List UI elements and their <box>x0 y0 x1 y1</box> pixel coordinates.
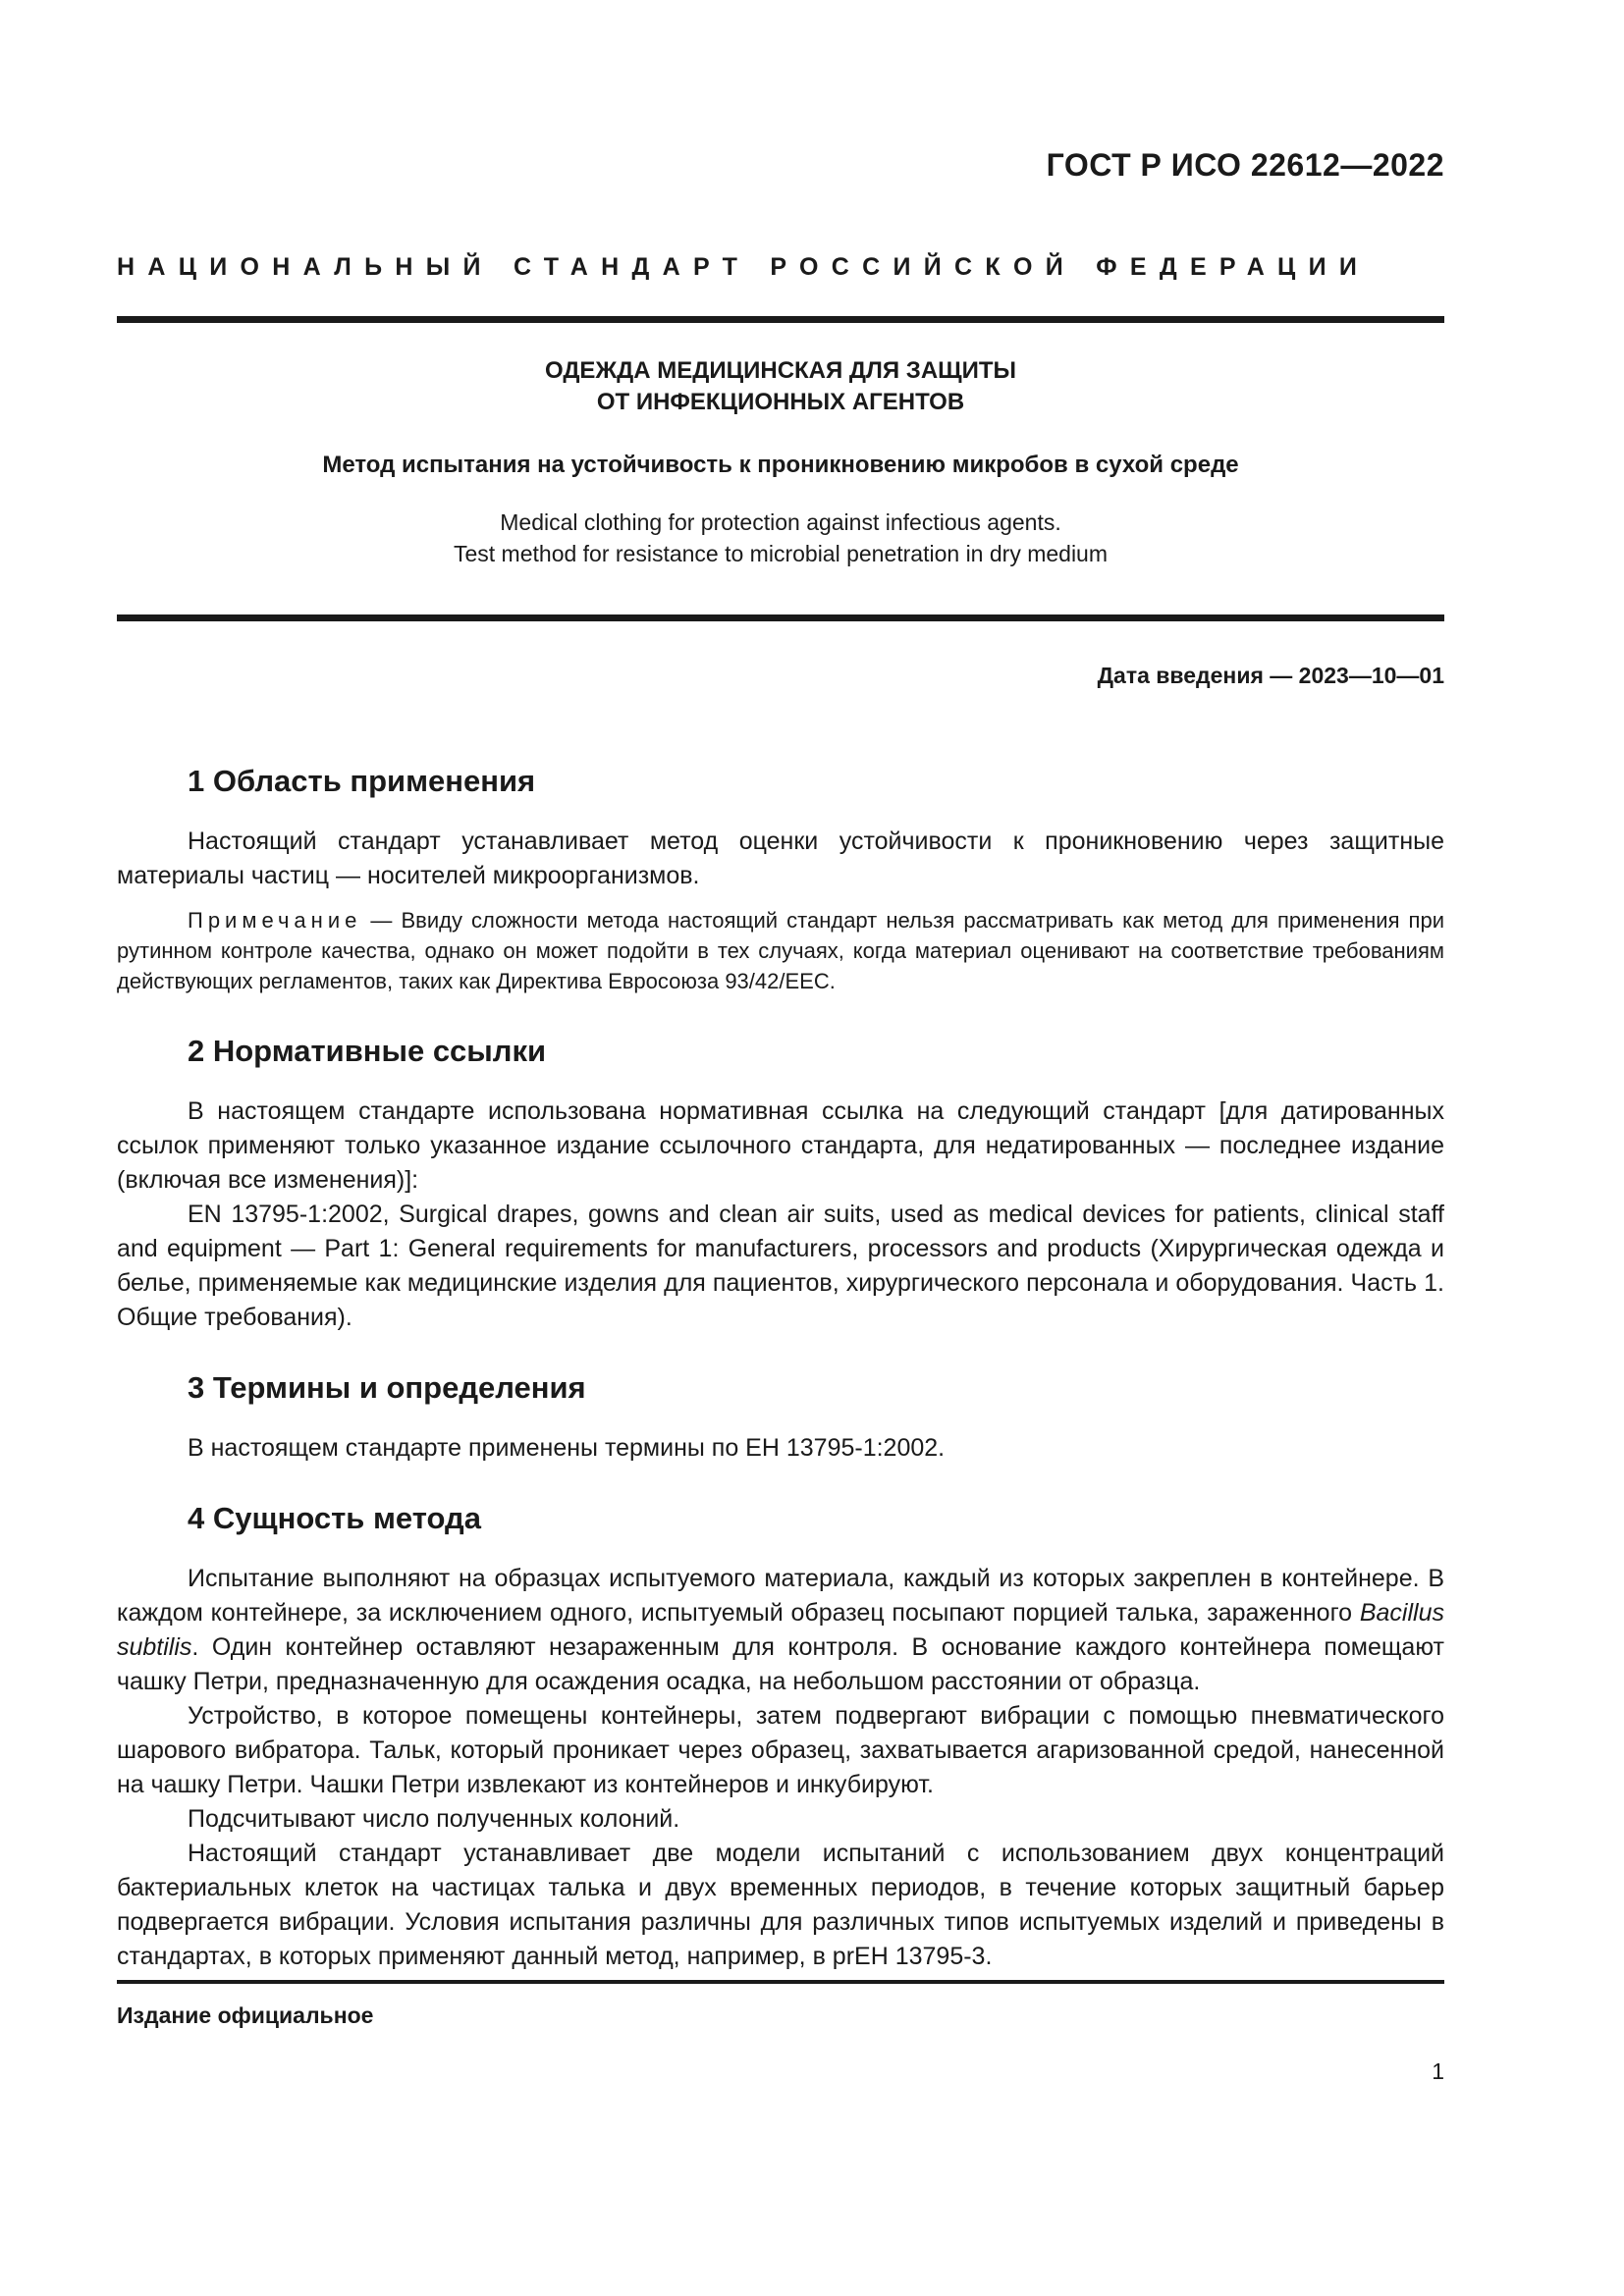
note-label: Примечание <box>188 908 362 933</box>
note <box>117 905 1444 996</box>
paragraph-text: . Один контейнер оставляют незараженным для контроля. В основание каждого контейнера помещают чашку Петри, предназначенную для осаждения осадка, на небольшом расстоянии от образца. <box>117 1633 1444 1695</box>
title-line-1: ОДЕЖДА МЕДИЦИНСКАЯ ДЛЯ ЗАЩИТЫ <box>544 357 1017 384</box>
section-terms <box>117 1370 1444 1466</box>
paragraph: В настоящем стандарте использована нормативная ссылка на следующий стандарт [для датированных ссылок применяют только указанное издание ссылочного стандарта, для недатированных — последнее издание (включая все изменения)]: <box>117 1097 1444 1194</box>
top-divider <box>117 316 1444 323</box>
paragraph <box>117 1562 1444 1699</box>
footer-divider <box>117 1980 1444 1984</box>
section-heading: 4 Сущность метода <box>188 1501 481 1535</box>
national-standard-banner: НАЦИОНАЛЬНЫЙ СТАНДАРТ РОССИЙСКОЙ ФЕДЕРАЦИИ <box>117 253 1371 281</box>
english-title <box>117 507 1444 569</box>
section-normative-references <box>117 1034 1444 1335</box>
paragraph: В настоящем стандарте применены термины по ЕН 13795-1:2002. <box>188 1434 946 1462</box>
title-divider <box>117 614 1444 621</box>
organism-name: Bacillus subtilis <box>117 1599 1444 1661</box>
english-title-line-2: Test method for resistance to microbial penetration in dry medium <box>453 541 1109 566</box>
title-line-2: ОТ ИНФЕКЦИОННЫХ АГЕНТОВ <box>596 389 965 415</box>
introduction-date: Дата введения — 2023—10—01 <box>1097 663 1444 688</box>
title-block <box>117 355 1444 569</box>
paragraph: Настоящий стандарт устанавливает метод оценки устойчивости к проникновению через защитные материалы частиц — носителей микроорганизмов. <box>117 828 1444 889</box>
document-body <box>117 764 1444 2007</box>
paragraph: Подсчитывают число полученных колоний. <box>188 1805 680 1833</box>
note-text: — Ввиду сложности метода настоящий стандарт нельзя рассматривать как метод для применения при рутинном контроле качества, однако он может подойти в тех случаях, когда материал оценивают на соответствие требованиям действующих регламентов, таких как Директива Евросоюза 93/42/ЕЕС. <box>117 908 1444 993</box>
section-heading: 3 Термины и определения <box>188 1370 586 1405</box>
paragraph: Устройство, в которое помещены контейнеры, затем подвергают вибрации с помощью пневматического шарового вибратора. Тальк, который проникает через образец, захватывается агаризованной средой, нанесенной на чашку Петри. Чашки Петри извлекают из контейнеров и инкубируют. <box>117 1702 1444 1798</box>
english-title-line-1: Medical clothing for protection against infectious agents. <box>500 509 1061 535</box>
page-number: 1 <box>1432 2058 1444 2084</box>
section-heading: 2 Нормативные ссылки <box>188 1034 547 1068</box>
section-method-principle <box>117 1501 1444 1974</box>
section-heading: 1 Область применения <box>188 764 536 798</box>
paragraph-text: Испытание выполняют на образцах испытуемого материала, каждый из которых закреплен в контейнере. В каждом контейнере, за исключением одного, испытуемый образец посыпают порцией талька, зараженного <box>117 1565 1444 1627</box>
document-number: ГОСТ Р ИСО 22612—2022 <box>1046 147 1444 183</box>
official-edition-label: Издание официальное <box>117 2002 374 2028</box>
subtitle: Метод испытания на устойчивость к проникновению микробов в сухой среде <box>322 452 1239 478</box>
paragraph: Настоящий стандарт устанавливает две модели испытаний с использованием двух концентраций бактериальных клеток на частицах талька и двух временных периодов, в течение которых защитный барьер подвергается вибрации. Условия испытания различны для различных типов испытуемых изделий и приведены в стандартах, в которых применяют данный метод, например, в prEH 13795-3. <box>117 1840 1444 1970</box>
section-scope <box>117 764 1444 996</box>
reference-entry: EN 13795-1:2002, Surgical drapes, gowns and clean air suits, used as medical devices for patients, clinical staff and equipment — Part 1: General requirements for manufacturers, processors and products (Хирургическая одежда и белье, применяемые как медицинские изделия для пациентов, хирургического персонала и оборудования. Часть 1. Общие требования). <box>117 1201 1444 1331</box>
